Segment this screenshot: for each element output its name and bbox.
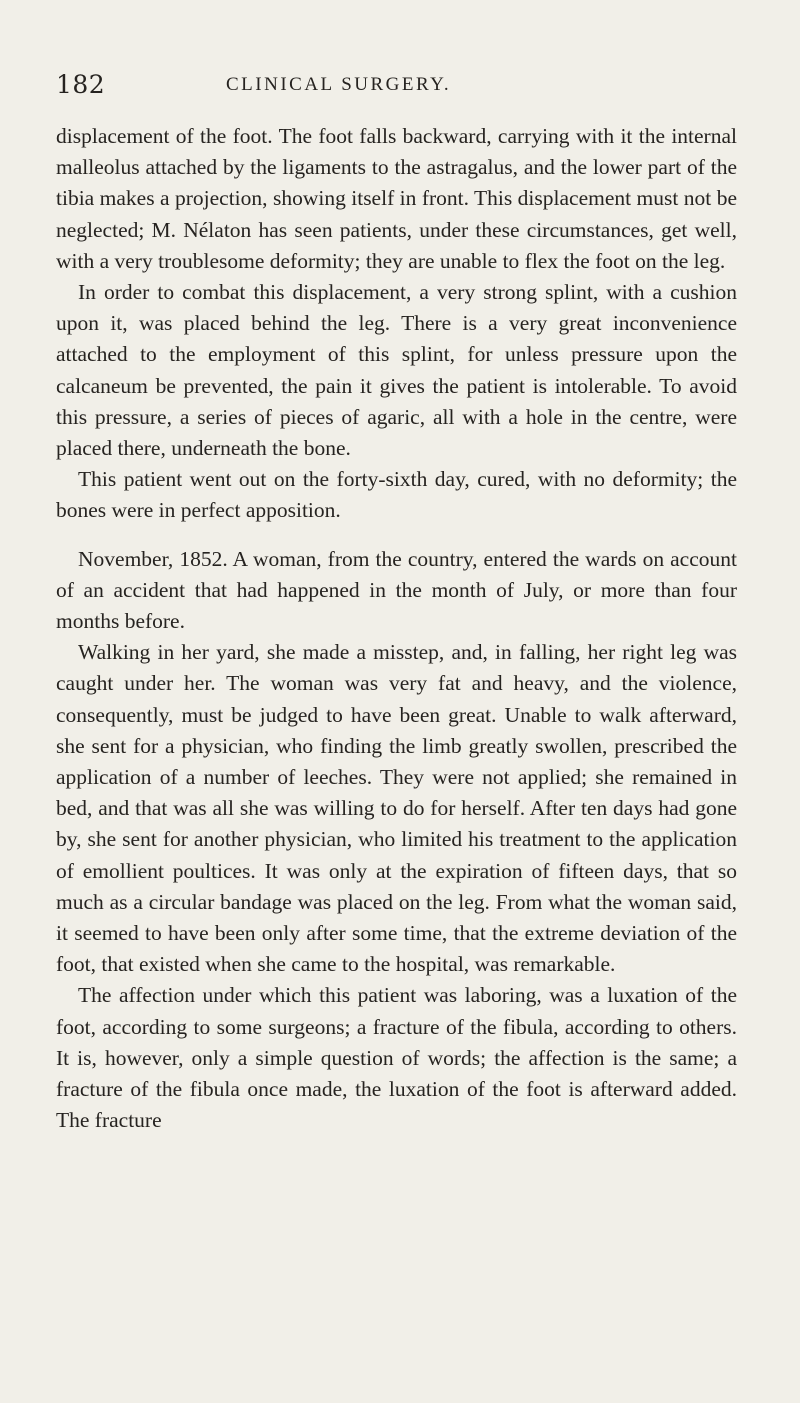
paragraph-outcome: This patient went out on the forty-sixth day, cured, with no deformity; the bones were in perfect apposition. — [56, 467, 737, 523]
page-header — [56, 70, 736, 106]
paragraph-case-date: November, 1852. A woman, from the country, entered the wards on account of an accident that had happened in the month of July, or more than four months before. — [56, 546, 737, 634]
running-head: CLINICAL SURGERY. — [226, 74, 452, 95]
body-text — [56, 121, 737, 1137]
paragraph-diagnosis: The affection under which this patient was laboring, was a luxation of the foot, according to some surgeons; a fracture of the fibula, according to others. It is, however, only a simple question of words; the affection is the same; a fracture of the fibula once made, the luxation of the foot is afterward added. The fracture — [56, 983, 737, 1133]
paragraph-splint: In order to combat this displacement, a very strong splint, with a cushion upon it, was placed behind the leg. There is a very great inconvenience attached to the employment of this splint, for unless pressure upon the calcaneum be prevented, the pain it gives the patient is intolerable. To avoid this pressure, a series of pieces of agaric, all with a hole in the centre, were placed there, underneath the bone. — [56, 280, 737, 461]
paragraph-continuation: displacement of the foot. The foot falls backward, carrying with it the internal malleolus attached by the ligaments to the astragalus, and the lower part of the tibia makes a projection, showing itself in front. This displacement must not be neglected; M. Nélaton has seen patients, under these circumstances, get well, with a very troublesome deformity; they are unable to flex the foot on the leg. — [56, 124, 737, 273]
page-number: 182 — [56, 70, 106, 99]
paragraph-case-history: Walking in her yard, she made a misstep, and, in falling, her right leg was caught under her. The woman was very fat and heavy, and the violence, consequently, must be judged to have been great. Unable to walk afterward, she sent for a physician, who finding the limb greatly swollen, prescribed the application of a number of leeches. They were not applied; she remained in bed, and that was all she was willing to do for herself. After ten days had gone by, she sent for another physician, who limited his treatment to the application of emollient poultices. It was only at the expiration of fifteen days, that so much as a circular bandage was placed on the leg. From what the woman said, it seemed to have been only after some time, that the extreme deviation of the foot, that existed when she came to the hospital, was remarkable. — [56, 640, 737, 977]
